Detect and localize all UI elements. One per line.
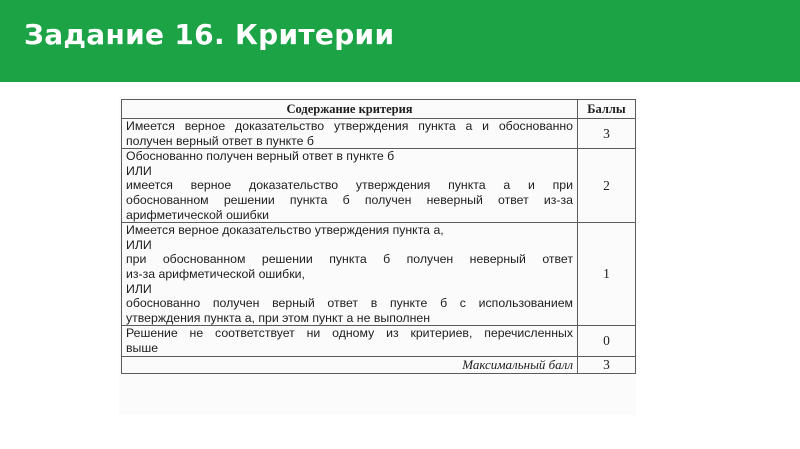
criterion-row-1	[122, 223, 636, 326]
criterion-line: выше	[126, 340, 159, 355]
header-criterion: Содержание критерия	[122, 100, 578, 119]
criterion-text	[122, 149, 578, 223]
criterion-line: ИЛИ	[126, 281, 152, 296]
criterion-row-2	[122, 149, 636, 223]
criterion-line: Обоснованно получен верный ответ в пункте б	[126, 149, 395, 164]
table-header-row	[122, 100, 636, 119]
criterion-line: обоснованном решении пункта б получен неверный ответ из-за	[126, 192, 573, 207]
criterion-row-3	[122, 119, 636, 149]
criterion-text	[122, 119, 578, 149]
criterion-line: обоснованно получен верный ответ в пункте б с использованием	[126, 296, 573, 311]
criterion-line: получен верный ответ в пункте б	[126, 133, 314, 148]
criterion-points: 2	[578, 149, 636, 223]
max-score-label: Максимальный балл	[122, 356, 578, 373]
criterion-line: ИЛИ	[126, 237, 152, 252]
criterion-line: имеется верное доказательство утверждения пункта а и при	[126, 178, 573, 193]
criterion-line: арифметической ошибки	[126, 207, 269, 222]
criterion-row-0	[122, 326, 636, 356]
criteria-table	[121, 99, 636, 374]
criterion-line: ИЛИ	[126, 163, 152, 178]
criterion-line: Решение не соответствует ни одному из критериев, перечисленных	[126, 326, 573, 341]
slide-header	[0, 0, 800, 82]
criterion-points: 1	[578, 223, 636, 326]
criterion-text	[122, 223, 578, 326]
criterion-points: 0	[578, 326, 636, 356]
criterion-line: из-за арифметической ошибки,	[126, 266, 305, 281]
header-points: Баллы	[578, 100, 636, 119]
max-score-value: 3	[578, 356, 636, 373]
criterion-line: при обоснованном решении пункта б получен неверный ответ	[126, 252, 573, 267]
max-score-row	[122, 356, 636, 373]
criterion-line: Имеется верное доказательство утверждения пункта а,	[126, 223, 444, 238]
slide-title: Задание 16. Критерии	[24, 18, 395, 51]
criterion-points: 3	[578, 119, 636, 149]
criterion-text	[122, 326, 578, 356]
criterion-line: утверждения пункта а, при этом пункт а не выполнен	[126, 310, 431, 325]
criterion-line: Имеется верное доказательство утверждения пункта а и обоснованно	[126, 119, 573, 133]
